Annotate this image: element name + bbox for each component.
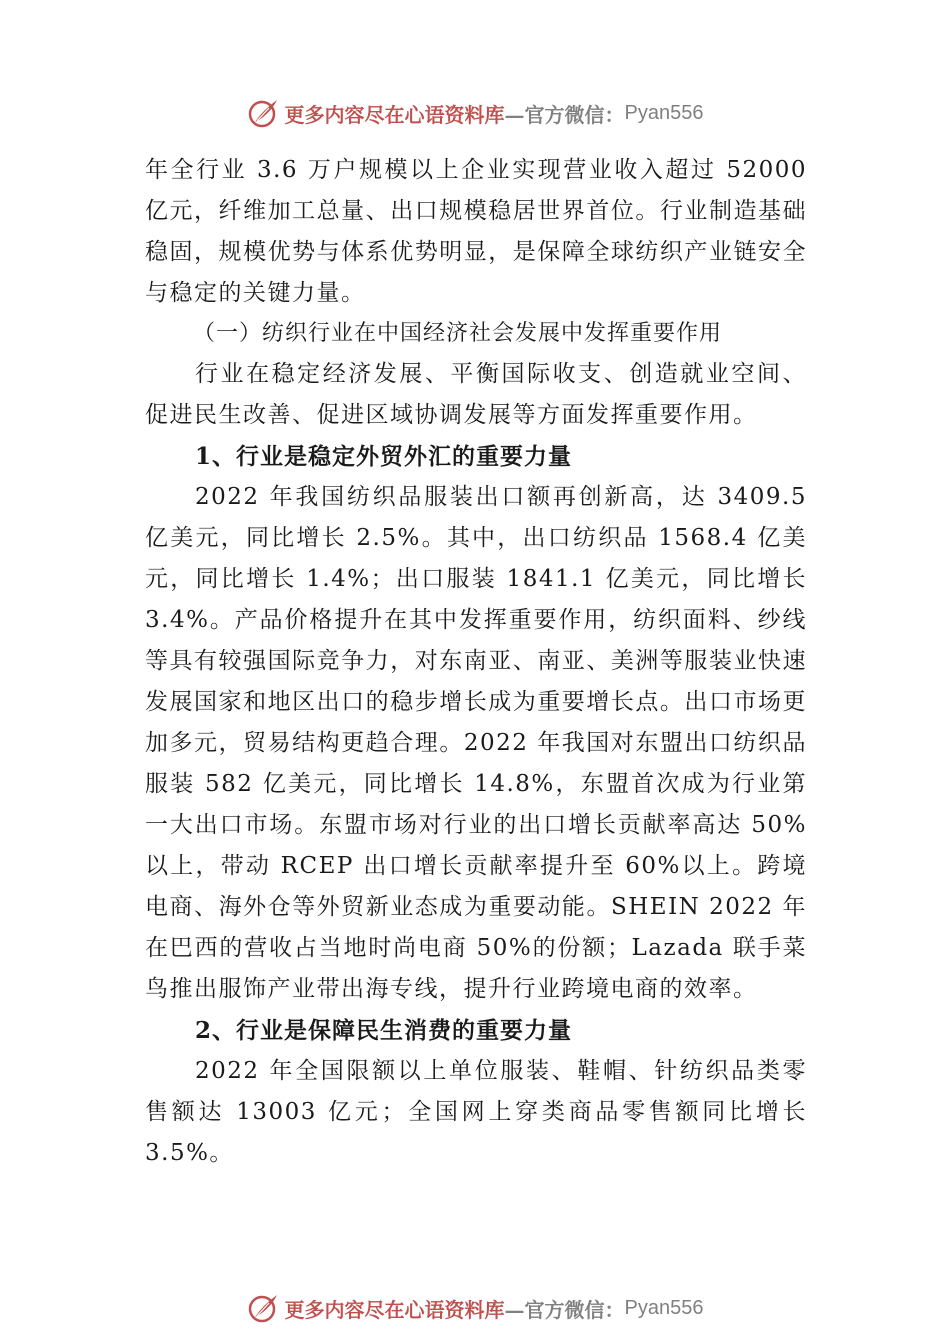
subsection-heading-2: 2、行业是保障民生消费的重要力量 [195, 1017, 573, 1044]
watermark-brand-text: 更多内容尽在心语资料库 [284, 102, 505, 127]
watermark-wechat-id: Pyan556 [624, 101, 704, 124]
body-paragraph: 行业在稳定经济发展、平衡国际收支、创造就业空间、促进民生改善、促进区域协调发展等方面发挥重要作用。 [145, 361, 807, 428]
watermark-brand-text: 更多内容尽在心语资料库 [284, 1297, 505, 1322]
footer-watermark [0, 1288, 950, 1328]
watermark-wechat-label: —官方微信： [504, 1297, 625, 1322]
document-body [145, 150, 807, 1174]
subsection-heading-1: 1、行业是稳定外贸外汇的重要力量 [195, 443, 573, 470]
body-paragraph: 2022 年全国限额以上单位服装、鞋帽、针纺织品类零售额达 13003 亿元；全国网上穿类商品零售额同比增长 3.5%。 [145, 1058, 807, 1166]
watermark-wechat-label: —官方微信： [504, 102, 625, 127]
watermark-wechat-id: Pyan556 [624, 1296, 704, 1319]
quill-logo-icon [247, 1291, 281, 1325]
quill-logo-icon [247, 96, 281, 130]
section-heading: （一）纺织行业在中国经济社会发展中发挥重要作用 [193, 321, 723, 346]
header-watermark [0, 93, 950, 133]
body-paragraph: 2022 年我国纺织品服装出口额再创新高，达 3409.5 亿美元，同比增长 2.5%。其中，出口纺织品 1568.4 亿美元，同比增长 1.4%；出口服装 1841.1 亿美元，同比增长 3.4%。产品价格提升在其中发挥重要作用，纺织面料、纱线等具有较强国际竞争力，对东南亚、南亚、美洲等服装业快速发展国家和地区出口的稳步增长成为重要增长点。出口市场更加多元，贸易结构更趋合理。2022 年我国对东盟出口纺织品服装 582 亿美元，同比增长 14.8%，东盟首次成为行业第一大出口市场。东盟市场对行业的出口增长贡献率高达 50%以上，带动 RCEP 出口增长贡献率提升至 60%以上。跨境电商、海外仓等外贸新业态成为重要动能。SHEIN 2022 年在巴西的营收占当地时尚电商 50%的份额；Lazada 联手菜鸟推出服饰产业带出海专线，提升行业跨境电商的效率。 [145, 484, 807, 1002]
body-paragraph-continued: 年全行业 3.6 万户规模以上企业实现营业收入超过 52000 亿元，纤维加工总量、出口规模稳居世界首位。行业制造基础稳固，规模优势与体系优势明显，是保障全球纺织产业链安全与稳定的关键力量。 [145, 157, 807, 306]
